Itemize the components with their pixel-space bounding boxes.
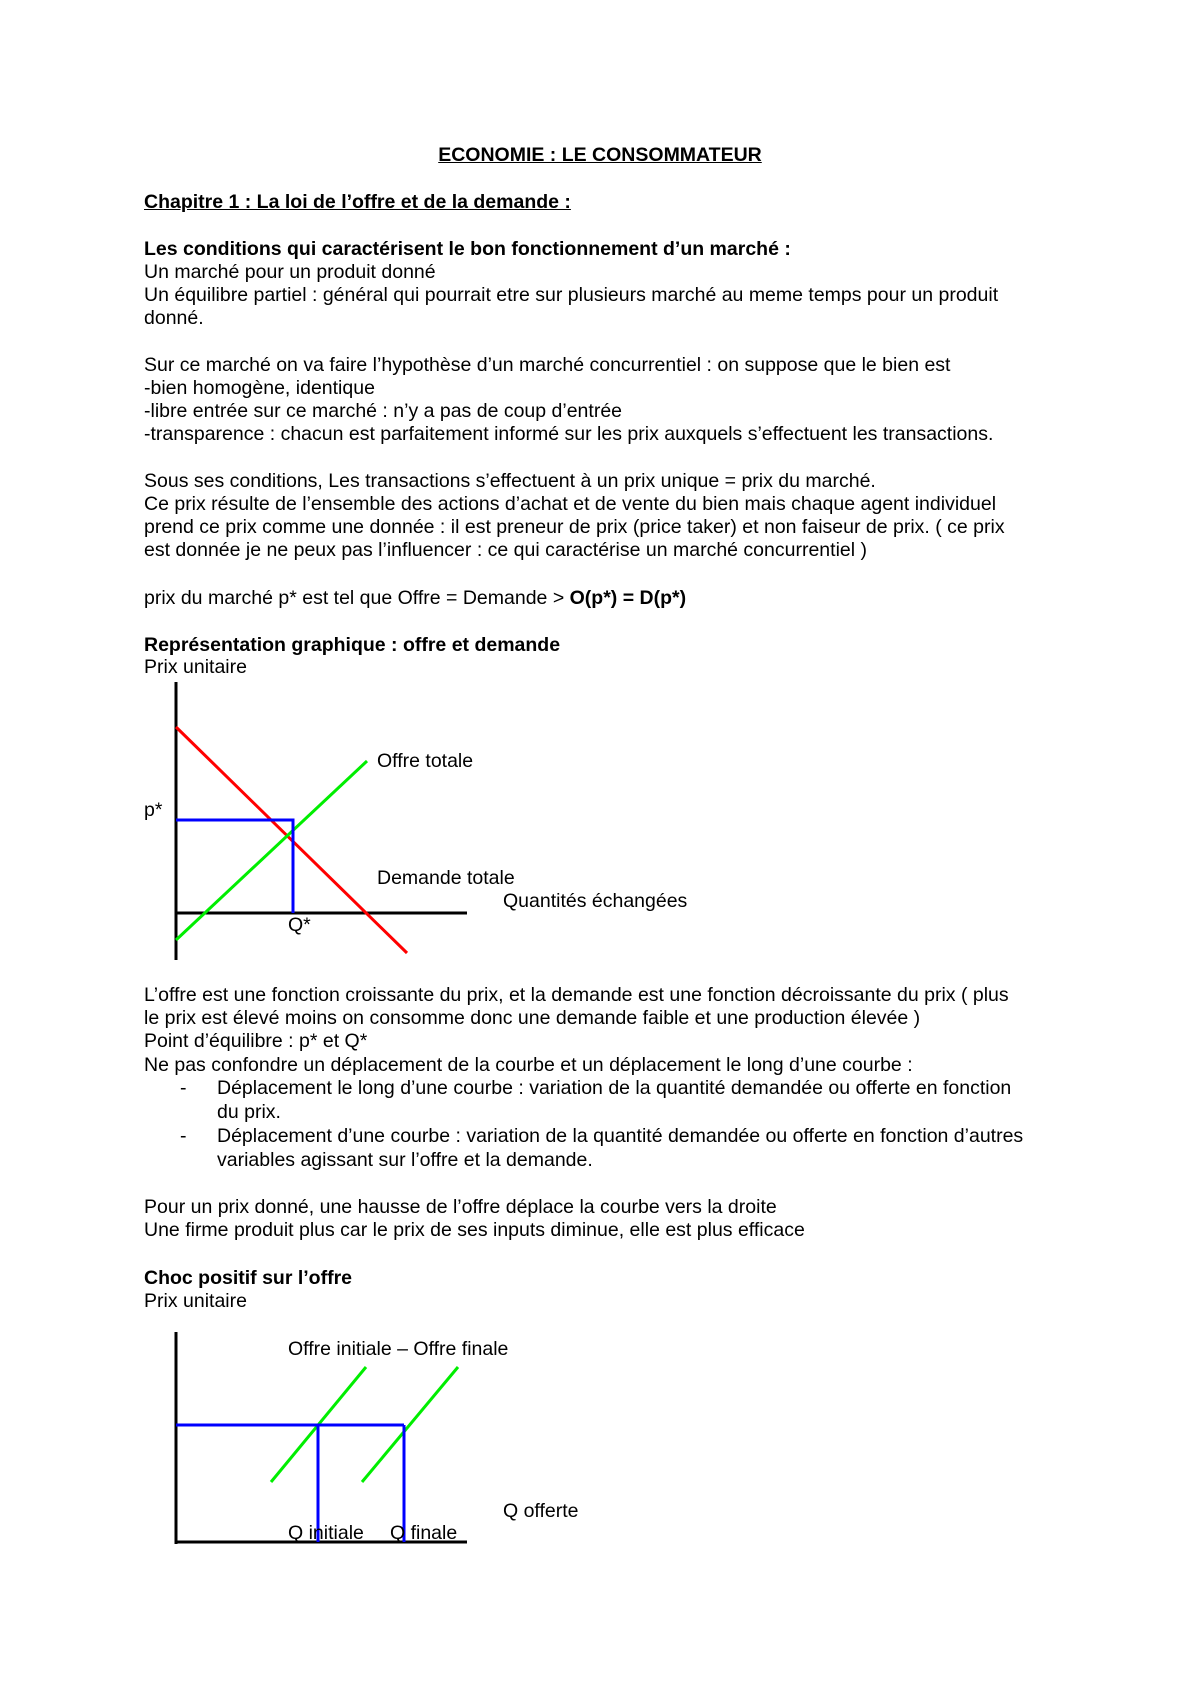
paragraph-line: Une firme produit plus car le prix de ses inputs diminue, elle est plus efficace (144, 1219, 805, 1241)
g2-x-axis-label: Q offerte (503, 1500, 579, 1522)
paragraph-line: Sur ce marché on va faire l’hypothèse d’un marché concurrentiel : on suppose que le bien est (144, 354, 951, 376)
paragraph-line: Sous ses conditions, Les transactions s’effectuent à un prix unique = prix du marché. (144, 470, 876, 492)
paragraph-line: donné. (144, 307, 204, 329)
paragraph-line: L’offre est une fonction croissante du prix, et la demande est une fonction décroissante du prix ( plus (144, 984, 1009, 1006)
paragraph-line: Pour un prix donné, une hausse de l’offre déplace la courbe vers la droite (144, 1196, 777, 1218)
paragraph-line: est donnée je ne peux pas l’influencer : ce qui caractérise un marché concurrentiel ) (144, 539, 867, 561)
bullet-dash: - (180, 1125, 187, 1147)
graph2-y-label: Prix unitaire (144, 1290, 247, 1312)
g1-p-star-label: p* (144, 799, 163, 821)
chapter-heading: Chapitre 1 : La loi de l’offre et de la demande : (144, 191, 571, 213)
graph1-heading: Représentation graphique : offre et demande (144, 634, 561, 656)
g1-q-star-label: Q* (288, 914, 311, 936)
paragraph-line: -transparence : chacun est parfaitement informé sur les prix auxquels s’effectuent les transactions. (144, 423, 994, 445)
paragraph-line: Ce prix résulte de l’ensemble des actions d’achat et de vente du bien mais chaque agent individuel (144, 493, 997, 515)
g1-x-axis-label: Quantités échangées (503, 890, 688, 912)
paragraph-line: Un équilibre partiel : général qui pourrait etre sur plusieurs marché au meme temps pour un produit (144, 284, 999, 306)
bullet-dash: - (180, 1077, 187, 1099)
paragraph-line: prend ce prix comme une donnée : il est preneur de prix (price taker) et non faiseur de prix. ( ce prix (144, 516, 1005, 538)
graph2-heading: Choc positif sur l’offre (144, 1267, 353, 1289)
g1-offre-label: Offre totale (377, 750, 474, 772)
g1-demande-label: Demande totale (377, 867, 515, 889)
doc-title: ECONOMIE : LE CONSOMMATEUR (438, 144, 762, 166)
bullet-2-line: variables agissant sur l’offre et la demande. (217, 1149, 593, 1171)
bullet-1-line: Déplacement le long d’une courbe : variation de la quantité demandée ou offerte en fonction (217, 1077, 1012, 1099)
paragraph-line: Ne pas confondre un déplacement de la courbe et un déplacement le long d’une courbe : (144, 1054, 913, 1076)
graph1-y-label: Prix unitaire (144, 656, 247, 678)
formula-bold: O(p*) = D(p*) (569, 587, 687, 609)
conditions-heading: Les conditions qui caractérisent le bon fonctionnement d’un marché : (144, 238, 791, 260)
bullet-2-line: Déplacement d’une courbe : variation de la quantité demandée ou offerte en fonction d’autres (217, 1125, 1024, 1147)
g2-q-initiale-label: Q initiale (288, 1522, 364, 1544)
paragraph-line: Point d’équilibre : p* et Q* (144, 1030, 368, 1052)
paragraph-line: -bien homogène, identique (144, 377, 375, 399)
paragraph-line: le prix est élevé moins on consomme donc une demande faible et une production élevée ) (144, 1007, 921, 1029)
g2-q-finale-label: Q finale (390, 1522, 458, 1544)
g2-curves-label: Offre initiale – Offre finale (288, 1338, 509, 1360)
bullet-1-line: du prix. (217, 1101, 281, 1123)
paragraph-line: Un marché pour un produit donné (144, 261, 436, 283)
paragraph-line: -libre entrée sur ce marché : n’y a pas de coup d’entrée (144, 400, 623, 422)
formula-text: prix du marché p* est tel que Offre = Demande > (144, 587, 570, 609)
